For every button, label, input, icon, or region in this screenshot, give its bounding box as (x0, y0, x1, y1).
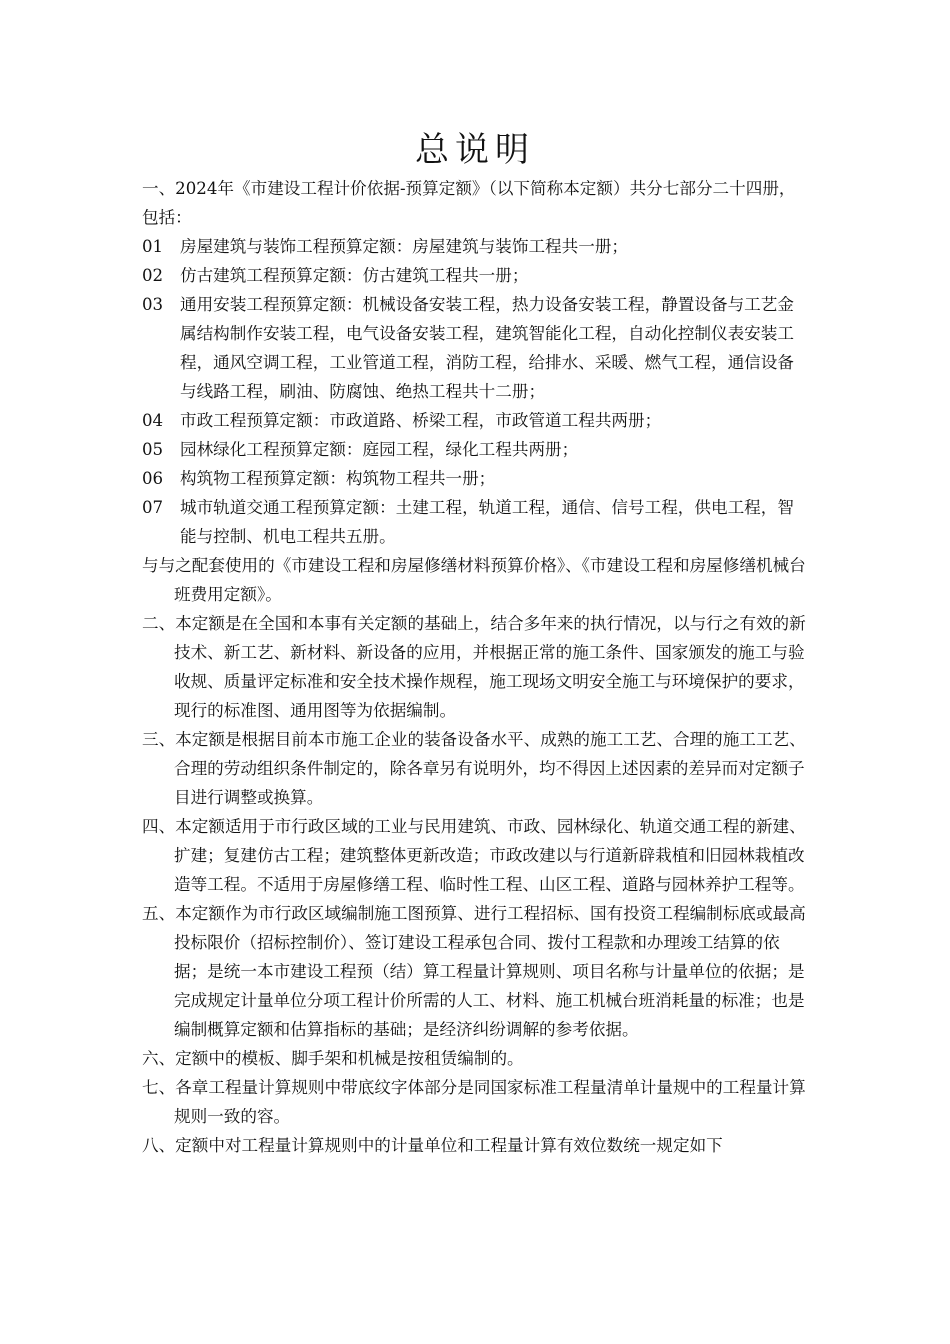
volume-number: 03 (142, 295, 164, 314)
volume-number: 04 (142, 411, 164, 430)
volume-number: 01 (142, 237, 164, 256)
volume-text: 通用安装工程预算定额：机械设备安装工程，热力设备安装工程，静置设备与工艺金属结构制作安装工程，电气设备安装工程，建筑智能化工程，自动化控制仪表安装工程，通风空调工程，工业管道工程，消防工程，给排水、采暖、燃气工程，通信设备与线路工程，刷油、防腐蚀、绝热工程共十二册； (180, 295, 794, 401)
list-item (142, 232, 808, 261)
volume-number: 05 (142, 440, 164, 459)
document-body (142, 174, 808, 1160)
volume-number: 07 (142, 498, 164, 517)
section-6-paragraph: 六、定额中的模板、脚手架和机械是按租赁编制的。 (142, 1049, 524, 1068)
volume-text: 园林绿化工程预算定额：庭园工程，绿化工程共两册； (180, 440, 579, 459)
list-item (142, 435, 808, 464)
volume-list (142, 232, 808, 551)
list-item (142, 290, 808, 406)
section-5-paragraph: 五、本定额作为市行政区域编制施工图预算、进行工程招标、国有投资工程编制标底或最高投标限价（招标控制价）、签订建设工程承包合同、拨付工程款和办理竣工结算的依据；是统一本市建设工程预（结）算工程量计算规则、项目名称与计量单位的依据；是完成规定计量单位分项工程计价所需的人工、材料、施工机械台班消耗量的标准；也是编制概算定额和估算指标的基础；是经济纠纷调解的参考依据。 (142, 904, 806, 1039)
volume-text: 市政工程预算定额：市政道路、桥梁工程，市政管道工程共两册； (180, 411, 662, 430)
section-8-paragraph: 八、定额中对工程量计算规则中的计量单位和工程量计算有效位数统一规定如下 (142, 1136, 723, 1155)
supporting-documents-paragraph: 与与之配套使用的《市建设工程和房屋修缮材料预算价格》、《市建设工程和房屋修缮机械台班费用定额》。 (142, 556, 806, 604)
intro-paragraph: 一、2024年《市建设工程计价依据-预算定额》（以下简称本定额）共分七部分二十四册，包括： (142, 179, 796, 227)
volume-text: 构筑物工程预算定额：构筑物工程共一册； (180, 469, 496, 488)
section-4-paragraph: 四、本定额适用于市行政区域的工业与民用建筑、市政、园林绿化、轨道交通工程的新建、扩建；复建仿古工程；建筑整体更新改造；市政改建以与行道新辟栽植和旧园林栽植改造等工程。不适用于房屋修缮工程、临时性工程、山区工程、道路与园林养护工程等。 (142, 817, 806, 894)
volume-text: 城市轨道交通工程预算定额：土建工程，轨道工程，通信、信号工程，供电工程，智能与控制、机电工程共五册。 (180, 498, 794, 546)
volume-text: 房屋建筑与装饰工程预算定额：房屋建筑与装饰工程共一册； (180, 237, 629, 256)
volume-number: 02 (142, 266, 164, 285)
volume-text: 仿古建筑工程预算定额：仿古建筑工程共一册； (180, 266, 529, 285)
section-3-paragraph: 三、本定额是根据目前本市施工企业的装备设备水平、成熟的施工工艺、合理的施工工艺、合理的劳动组织条件制定的，除各章另有说明外，均不得因上述因素的差异而对定额子目进行调整或换算。 (142, 730, 806, 807)
list-item (142, 261, 808, 290)
section-7-paragraph: 七、各章工程量计算规则中带底纹字体部分是同国家标准工程量清单计量规中的工程量计算规则一致的容。 (142, 1078, 806, 1126)
list-item (142, 406, 808, 435)
section-2-paragraph: 二、本定额是在全国和本事有关定额的基础上，结合多年来的执行情况，以与行之有效的新技术、新工艺、新材料、新设备的应用，并根据正常的施工条件、国家颁发的施工与验收规、质量评定标准和安全技术操作规程，施工现场文明安全施工与环境保护的要求，现行的标准图、通用图等为依据编制。 (142, 614, 806, 720)
page-title: 总说明 (415, 130, 535, 170)
list-item (142, 493, 808, 551)
volume-number: 06 (142, 469, 164, 488)
list-item (142, 464, 808, 493)
